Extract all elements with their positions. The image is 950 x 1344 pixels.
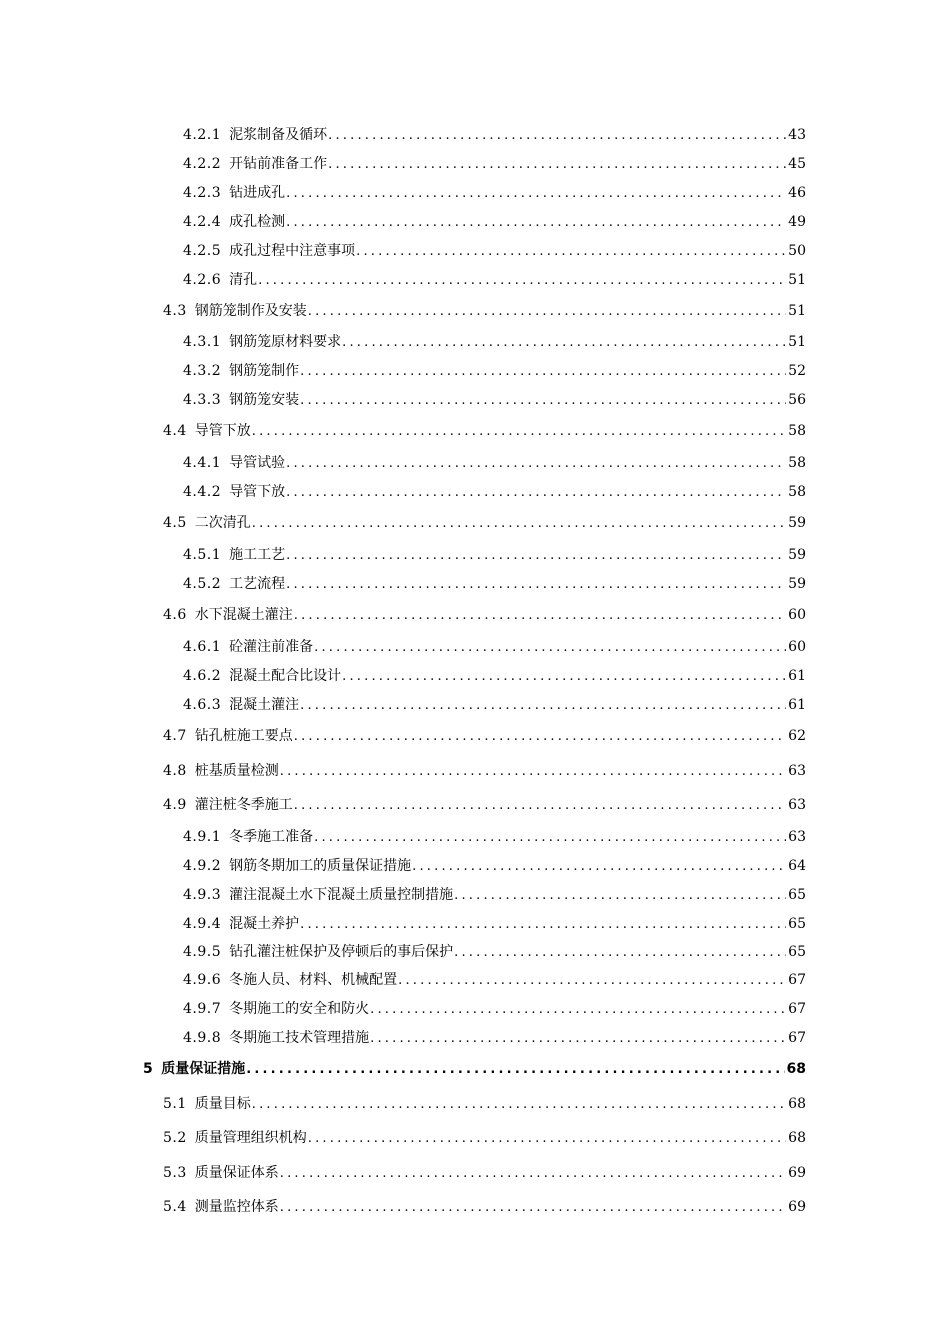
toc-entry-number: 4.4.1	[183, 455, 222, 471]
toc-entry-page: 65	[788, 887, 806, 903]
toc-entry[interactable]	[183, 665, 806, 687]
toc-leader-dots	[286, 183, 786, 205]
toc-entry[interactable]	[183, 826, 806, 848]
toc-entry-title: 质量保证体系	[194, 1165, 279, 1181]
toc-leader-dots	[328, 125, 786, 147]
toc-entry-title: 钻孔灌注桩保护及停顿后的事后保护	[229, 944, 454, 960]
toc-entry[interactable]	[183, 269, 806, 291]
toc-entry-title: 钻孔桩施工要点	[194, 728, 293, 744]
toc-leader-dots	[370, 1028, 786, 1050]
toc-entry-title: 导管下放	[229, 484, 286, 500]
toc-entry-page: 64	[788, 858, 806, 874]
toc-entry-title: 砼灌注前准备	[229, 639, 314, 655]
toc-entry-title: 二次清孔	[194, 515, 251, 531]
toc-entry-title: 质量保证措施	[161, 1061, 246, 1077]
toc-entry-number: 4.5.1	[183, 547, 222, 563]
toc-entry-title: 桩基质量检测	[194, 763, 279, 779]
toc-leader-dots	[286, 545, 786, 567]
toc-entry[interactable]	[183, 360, 806, 382]
toc-entry-number: 4.2.2	[183, 156, 222, 172]
toc-entry[interactable]	[183, 481, 806, 503]
toc-entry[interactable]	[143, 1058, 806, 1080]
toc-entry-number: 4.2.3	[183, 185, 222, 201]
toc-entry-number: 5	[143, 1061, 154, 1077]
toc-entry-number: 4.9.5	[183, 944, 222, 960]
toc-entry-number: 4.9.4	[183, 916, 222, 932]
toc-entry-title: 导管试验	[229, 455, 286, 471]
toc-entry[interactable]	[183, 389, 806, 411]
toc-entry-page: 59	[788, 547, 806, 563]
toc-entry[interactable]	[183, 694, 806, 716]
toc-entry-page: 63	[788, 763, 806, 779]
toc-entry[interactable]	[183, 452, 806, 474]
toc-entry[interactable]	[163, 604, 806, 626]
toc-entry-page: 63	[788, 797, 806, 813]
toc-entry-number: 4.5.2	[183, 576, 222, 592]
toc-entry-title: 导管下放	[194, 423, 251, 439]
toc-leader-dots	[314, 637, 786, 659]
toc-entry-page: 67	[788, 1030, 806, 1046]
toc-leader-dots	[398, 970, 786, 992]
toc-entry-number: 4.9	[163, 797, 187, 813]
toc-entry-number: 5.4	[163, 1199, 187, 1215]
toc-entry-number: 5.1	[163, 1096, 187, 1112]
toc-entry-title: 清孔	[229, 272, 258, 288]
toc-entry-number: 5.3	[163, 1165, 187, 1181]
toc-entry[interactable]	[183, 124, 806, 146]
toc-leader-dots	[286, 482, 786, 504]
toc-leader-dots	[294, 795, 786, 817]
toc-entry-page: 51	[788, 334, 806, 350]
toc-entry-page: 62	[788, 728, 806, 744]
toc-leader-dots	[308, 1128, 786, 1150]
toc-entry[interactable]	[163, 725, 806, 747]
toc-entry-title: 冬施人员、材料、机械配置	[229, 972, 398, 988]
toc-entry-page: 61	[788, 668, 806, 684]
toc-entry[interactable]	[183, 884, 806, 906]
toc-entry-page: 59	[788, 576, 806, 592]
toc-leader-dots	[356, 241, 786, 263]
toc-entry-title: 冬期施工的安全和防火	[229, 1001, 370, 1017]
toc-entry[interactable]	[163, 1196, 806, 1218]
toc-entry-page: 43	[788, 127, 806, 143]
toc-entry-number: 4.9.3	[183, 887, 222, 903]
toc-entry-title: 钻进成孔	[229, 185, 286, 201]
toc-entry-number: 4.3.3	[183, 392, 222, 408]
toc-entry-number: 4.2.5	[183, 243, 222, 259]
toc-entry-number: 4.5	[163, 515, 187, 531]
toc-entry-number: 4.4	[163, 423, 187, 439]
toc-entry-number: 4.8	[163, 763, 187, 779]
toc-leader-dots	[294, 726, 786, 748]
toc-leader-dots	[280, 761, 786, 783]
toc-entry-title: 钢筋笼制作	[229, 363, 300, 379]
toc-entry-title: 成孔检测	[229, 214, 286, 230]
toc-entry[interactable]	[163, 760, 806, 782]
toc-entry[interactable]	[183, 998, 806, 1020]
toc-entry-page: 68	[788, 1130, 806, 1146]
toc-entry-page: 56	[788, 392, 806, 408]
toc-entry[interactable]	[183, 969, 806, 991]
toc-entry-title: 开钻前准备工作	[229, 156, 328, 172]
toc-entry-title: 工艺流程	[229, 576, 286, 592]
toc-entry[interactable]	[163, 300, 806, 322]
toc-leader-dots	[246, 1059, 784, 1081]
toc-entry[interactable]	[163, 512, 806, 534]
toc-entry-page: 60	[788, 639, 806, 655]
toc-entry-title: 冬季施工准备	[229, 829, 314, 845]
toc-leader-dots	[280, 1163, 786, 1185]
toc-entry[interactable]	[163, 1093, 806, 1115]
toc-entry[interactable]	[183, 941, 806, 963]
toc-leader-dots	[252, 1094, 786, 1116]
toc-entry-page: 58	[788, 484, 806, 500]
toc-entry-title: 混凝土灌注	[229, 697, 300, 713]
toc-entry-title: 灌注桩冬季施工	[194, 797, 293, 813]
toc-entry-page: 45	[788, 156, 806, 172]
toc-leader-dots	[308, 301, 786, 323]
toc-entry-number: 4.6.1	[183, 639, 222, 655]
toc-entry[interactable]	[163, 1127, 806, 1149]
toc-leader-dots	[300, 695, 786, 717]
toc-entry[interactable]	[183, 331, 806, 353]
toc-entry-number: 4.6.3	[183, 697, 222, 713]
toc-entry-page: 67	[788, 1001, 806, 1017]
toc-entry-number: 4.7	[163, 728, 187, 744]
toc-entry-number: 4.9.6	[183, 972, 222, 988]
toc-entry-title: 质量管理组织机构	[194, 1130, 307, 1146]
toc-entry[interactable]	[183, 855, 806, 877]
toc-entry-page: 51	[788, 272, 806, 288]
toc-entry-page: 68	[786, 1061, 806, 1077]
toc-entry-title: 钢筋笼原材料要求	[229, 334, 342, 350]
toc-leader-dots	[342, 666, 786, 688]
toc-leader-dots	[286, 574, 786, 596]
toc-entry-title: 钢筋笼安装	[229, 392, 300, 408]
toc-entry-number: 4.6.2	[183, 668, 222, 684]
toc-entry-title: 钢筋冬期加工的质量保证措施	[229, 858, 412, 874]
toc-leader-dots	[294, 605, 786, 627]
toc-entry-page: 51	[788, 303, 806, 319]
toc-entry-page: 50	[788, 243, 806, 259]
toc-entry[interactable]	[163, 420, 806, 442]
toc-entry-page: 68	[788, 1096, 806, 1112]
toc-entry-page: 69	[788, 1165, 806, 1181]
toc-entry-number: 4.2.6	[183, 272, 222, 288]
toc-entry-page: 63	[788, 829, 806, 845]
toc-leader-dots	[300, 914, 786, 936]
toc-leader-dots	[286, 212, 786, 234]
toc-entry-title: 测量监控体系	[194, 1199, 279, 1215]
toc-leader-dots	[280, 1197, 786, 1219]
toc-leader-dots	[286, 453, 786, 475]
toc-entry-page: 46	[788, 185, 806, 201]
toc-entry-page: 58	[788, 455, 806, 471]
toc-entry-number: 4.3.1	[183, 334, 222, 350]
toc-entry[interactable]	[183, 636, 806, 658]
toc-entry-title: 施工工艺	[229, 547, 286, 563]
toc-leader-dots	[314, 827, 786, 849]
toc-entry[interactable]	[183, 153, 806, 175]
toc-leader-dots	[454, 942, 786, 964]
toc-entry-number: 4.9.1	[183, 829, 222, 845]
toc-entry-page: 58	[788, 423, 806, 439]
toc-entry-number: 5.2	[163, 1130, 187, 1146]
toc-entry-number: 4.3.2	[183, 363, 222, 379]
toc-entry-page: 65	[788, 944, 806, 960]
toc-leader-dots	[252, 513, 786, 535]
toc-entry-title: 泥浆制备及循环	[229, 127, 328, 143]
toc-entry[interactable]	[183, 211, 806, 233]
toc-leader-dots	[328, 154, 786, 176]
toc-entry-number: 4.9.8	[183, 1030, 222, 1046]
toc-entry-page: 60	[788, 607, 806, 623]
toc-entry-number: 4.6	[163, 607, 187, 623]
toc-leader-dots	[252, 421, 786, 443]
toc-entry-page: 65	[788, 916, 806, 932]
toc-entry-title: 成孔过程中注意事项	[229, 243, 356, 259]
toc-leader-dots	[300, 390, 786, 412]
toc-entry-number: 4.3	[163, 303, 187, 319]
toc-entry-page: 67	[788, 972, 806, 988]
toc-entry-page: 49	[788, 214, 806, 230]
toc-entry[interactable]	[183, 240, 806, 262]
toc-entry-title: 灌注混凝土水下混凝土质量控制措施	[229, 887, 454, 903]
toc-leader-dots	[370, 999, 786, 1021]
toc-entry-title: 质量目标	[194, 1096, 251, 1112]
toc-entry[interactable]	[183, 544, 806, 566]
toc-entry-number: 4.9.2	[183, 858, 222, 874]
toc-entry-page: 61	[788, 697, 806, 713]
toc-leader-dots	[412, 856, 786, 878]
toc-entry[interactable]	[183, 182, 806, 204]
toc-entry[interactable]	[163, 794, 806, 816]
toc-entry-title: 钢筋笼制作及安装	[194, 303, 307, 319]
toc-entry-title: 水下混凝土灌注	[194, 607, 293, 623]
toc-entry[interactable]	[183, 1027, 806, 1049]
toc-entry[interactable]	[183, 913, 806, 935]
toc-entry-number: 4.9.7	[183, 1001, 222, 1017]
toc-entry[interactable]	[163, 1162, 806, 1184]
toc-leader-dots	[258, 270, 786, 292]
toc-entry-page: 52	[788, 363, 806, 379]
toc-leader-dots	[342, 332, 786, 354]
toc-entry-page: 59	[788, 515, 806, 531]
toc-entry-number: 4.2.4	[183, 214, 222, 230]
toc-entry[interactable]	[183, 573, 806, 595]
toc-leader-dots	[300, 361, 786, 383]
toc-entry-title: 混凝土配合比设计	[229, 668, 342, 684]
toc-entry-title: 冬期施工技术管理措施	[229, 1030, 370, 1046]
toc-entry-page: 69	[788, 1199, 806, 1215]
toc-entry-number: 4.4.2	[183, 484, 222, 500]
toc-entry-number: 4.2.1	[183, 127, 222, 143]
toc-leader-dots	[454, 885, 786, 907]
toc-entry-title: 混凝土养护	[229, 916, 300, 932]
